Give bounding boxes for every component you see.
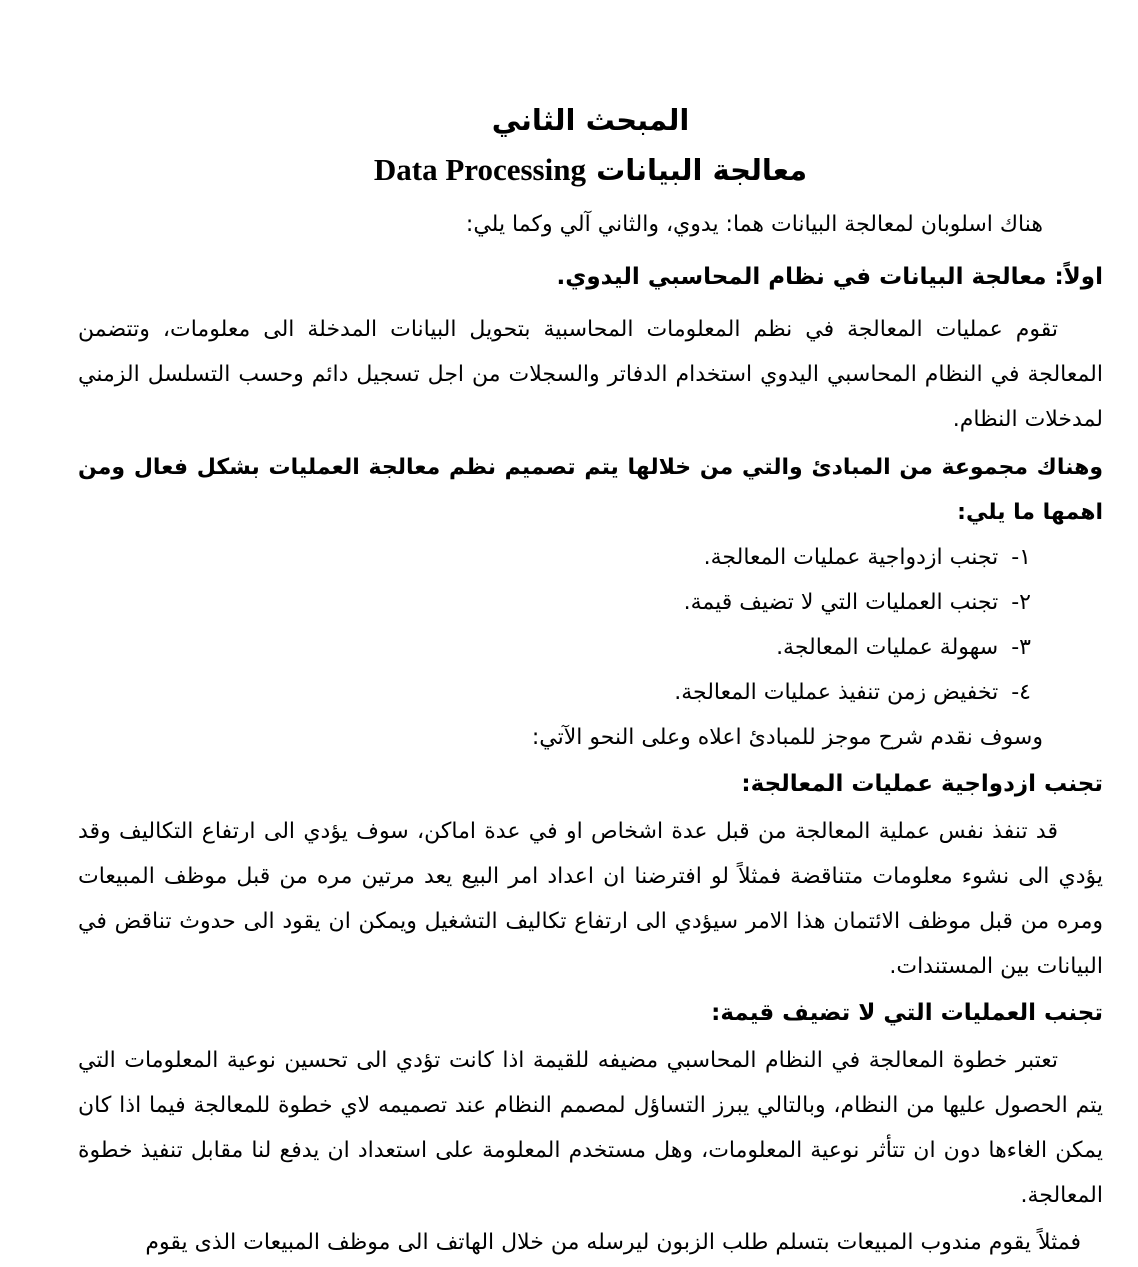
paragraph-sales-example: فمثلاً يقوم مندوب المبيعات بتسلم طلب الزبون ليرسله من خلال الهاتف الى موظف المبيعات الذى يقوم bbox=[145, 1230, 1081, 1255]
paragraph-avoid-duplication: قد تنفذ نفس عملية المعالجة من قبل عدة اشخاص او في عدة اماكن، سوف يؤدي الى ارتفاع التكاليف وقد يؤدي الى نشوء معلومات متناقضة فمثلاً لو افترضنا ان اعداد امر البيع يعد مرتين مره من قبل موظف المبيعات ومره من قبل موظف الائتمان هذا الامر سيؤدي الى ارتفاع تكاليف التشغيل ويمكن ان يقود الى حدوث تناقض في البيانات بين المستندات. bbox=[78, 819, 1103, 979]
principles-intro-paragraph: وهناك مجموعة من المبادئ والتي من خلالها يتم تصميم نظم معالجة العمليات بشكل فعال ومن اهمها ما يلي: bbox=[78, 455, 1103, 525]
heading-avoid-duplication: تجنب ازدواجية عمليات المعالجة: bbox=[741, 771, 1103, 797]
list-item bbox=[78, 535, 1103, 580]
explain-intro-paragraph: وسوف نقدم شرح موجز للمبادئ اعلاه وعلى النحو الآتي: bbox=[531, 725, 1043, 750]
list-item bbox=[78, 580, 1103, 625]
page-title: المبحث الثاني bbox=[491, 103, 690, 137]
list-item-text: تجنب العمليات التي لا تضيف قيمة. bbox=[683, 590, 999, 615]
subtitle-english: Data Processing bbox=[373, 152, 586, 187]
paragraph-avoid-non-value-operations: تعتبر خطوة المعالجة في النظام المحاسبي مضيفه للقيمة اذا كانت تؤدي الى تحسين نوعية المعلومات التي يتم الحصول عليها من النظام، وبالتالي يبرز التساؤل لمصمم النظام عند تصميمه لاي خطوة للمعالجة فيما اذا كان يمكن الغاءها دون ان تتأثر نوعية المعلومات، وهل مستخدم المعلومة على استعداد ان يدفع لنا مقابل تنفيذ خطوة المعالجة. bbox=[78, 1048, 1103, 1208]
paragraph-manual-processing: تقوم عمليات المعالجة في نظم المعلومات المحاسبية بتحويل البيانات المدخلة الى معلومات، وتتضمن المعالجة في النظام المحاسبي اليدوي استخدام الدفاتر والسجلات من اجل تسجيل دائم وحسب التسلسل الزمني لمدخلات النظام. bbox=[78, 317, 1103, 432]
list-item-text: سهولة عمليات المعالجة. bbox=[776, 635, 999, 660]
principles-list bbox=[78, 535, 1103, 715]
list-item bbox=[78, 670, 1103, 715]
intro-paragraph: هناك اسلوبان لمعالجة البيانات هما: يدوي، والثاني آلي وكما يلي: bbox=[465, 212, 1043, 237]
section-heading-manual-processing: اولاً: معالجة البيانات في نظام المحاسبي اليدوي. bbox=[556, 264, 1103, 290]
list-item-number: ١- bbox=[1011, 545, 1031, 570]
list-item-number: ٣- bbox=[1011, 635, 1031, 660]
list-item-text: تجنب ازدواجية عمليات المعالجة. bbox=[703, 545, 999, 570]
list-item-text: تخفيض زمن تنفيذ عمليات المعالجة. bbox=[674, 680, 999, 705]
subtitle-arabic: معالجة البيانات bbox=[596, 153, 808, 187]
list-item-number: ٢- bbox=[1011, 590, 1031, 615]
page-subtitle bbox=[78, 145, 1103, 195]
list-item-number: ٤- bbox=[1011, 680, 1031, 705]
list-item bbox=[78, 625, 1103, 670]
heading-avoid-non-value-operations: تجنب العمليات التي لا تضيف قيمة: bbox=[711, 1000, 1103, 1026]
